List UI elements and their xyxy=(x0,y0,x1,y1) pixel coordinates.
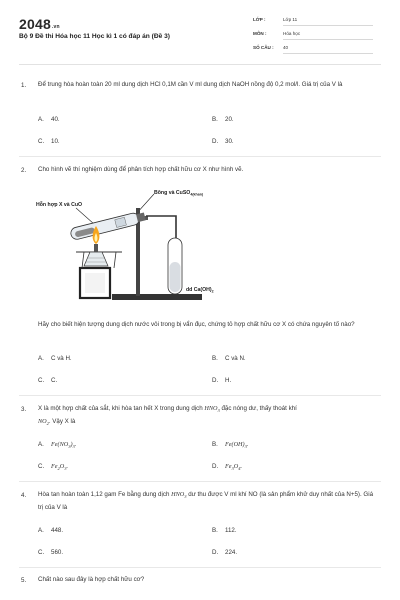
option-d[interactable] xyxy=(212,138,234,145)
option-text: 448. xyxy=(51,527,64,534)
label-solution: dd Ca(OH) xyxy=(186,287,212,293)
option-label: B. xyxy=(212,527,218,534)
stand-base xyxy=(112,294,202,300)
question-text: Để trung hòa hoàn toàn 20 ml dung dịch HCl 0,1M cần V ml dung dịch NaOH nồng độ 0,2 mol/l. Giá trị của V là xyxy=(38,81,343,88)
question-text: Chất nào sau đây là hợp chất hữu cơ? xyxy=(38,576,145,583)
option-label: C. xyxy=(38,377,45,384)
option-label: A. xyxy=(38,527,44,534)
formula-end: . xyxy=(74,441,77,448)
text-segment: X là một hợp chất của sắt, khi hòa tan hết X trong dung dịch xyxy=(38,405,205,412)
question-number: 2. xyxy=(21,167,27,174)
meta-key: MÔN : xyxy=(253,31,267,36)
meta-subject xyxy=(253,31,373,36)
option-label: A. xyxy=(38,355,44,362)
text-segment: đặc nóng dư, thấy thoát khí xyxy=(219,405,297,412)
text-segment: Hòa tan hoàn toàn 1,12 gam Fe bằng dung dịch xyxy=(38,491,172,498)
formula-end: . xyxy=(66,463,69,470)
question-number: 1. xyxy=(21,82,27,89)
text-segment: . Vậy X là xyxy=(48,417,76,425)
label-solution-sub: 2 xyxy=(211,289,214,294)
option-d[interactable] xyxy=(212,549,237,556)
option-b[interactable] xyxy=(212,441,248,449)
question-divider xyxy=(19,156,381,157)
option-b[interactable] xyxy=(212,355,246,362)
option-label: B. xyxy=(212,355,218,362)
formula-end: . xyxy=(246,441,249,448)
option-text: C và H. xyxy=(51,355,72,362)
question-divider xyxy=(19,567,381,568)
meta-class xyxy=(253,17,373,22)
formula-text: Fe xyxy=(51,463,58,470)
formula-sub: 4 xyxy=(238,466,241,472)
question-text xyxy=(38,404,378,429)
option-text: 40. xyxy=(51,116,60,123)
meta-key: SỐ CÂU : xyxy=(253,45,274,50)
option-text: 30. xyxy=(225,138,234,145)
option-text: 560. xyxy=(51,549,64,556)
option-b[interactable] xyxy=(212,527,237,534)
option-text: 224. xyxy=(225,549,238,556)
question-number: 3. xyxy=(21,406,27,413)
logo-tld: .vn xyxy=(51,24,60,30)
formula-text: O xyxy=(59,463,65,470)
alcohol-lamp xyxy=(84,252,108,266)
question-text-continued: Hãy cho biết hiện tượng dung dịch nước vôi trong bị vẩn đục, chứng tỏ hợp chất hữu cơ X có chứa nguyên tố nào? xyxy=(38,321,355,328)
site-logo[interactable] xyxy=(19,16,60,32)
option-label: A. xyxy=(38,116,44,123)
meta-value: Lớp 11 xyxy=(283,17,298,22)
meta-question-count xyxy=(253,45,373,50)
formula-sub: 3 xyxy=(217,408,220,414)
option-c[interactable] xyxy=(38,549,63,556)
question-divider xyxy=(19,395,381,396)
option-label: C. xyxy=(38,138,45,145)
question-text xyxy=(38,490,378,513)
label-mixture: Hỗn hợp X và CuO xyxy=(36,202,83,208)
option-label: C. xyxy=(38,549,45,556)
formula-hno3 xyxy=(204,405,219,412)
meta-key: LỚP : xyxy=(253,17,266,22)
meta-value: 40 xyxy=(283,45,289,50)
formula-text: HNO xyxy=(171,491,185,498)
formula-sub: 3 xyxy=(72,444,75,450)
formula-text: Fe(OH) xyxy=(225,441,245,448)
test-tube xyxy=(70,211,147,241)
option-label: C. xyxy=(38,463,45,470)
option-label: A. xyxy=(38,441,44,448)
option-label: B. xyxy=(212,441,218,448)
svg-text:Bông và CuSO4(khan) xyxy=(154,190,204,197)
question-divider xyxy=(19,481,381,482)
formula-text: Fe(NO xyxy=(51,441,69,448)
option-a[interactable] xyxy=(38,527,63,534)
formula-text: ) xyxy=(70,441,73,448)
question-text: Cho hình vẽ thí nghiệm dùng để phân tích hợp chất hữu cơ X như hình vẽ. xyxy=(38,166,244,173)
formula-sub: 2 xyxy=(46,420,49,426)
meta-value: Hóa học xyxy=(283,31,301,36)
option-b[interactable] xyxy=(212,116,234,123)
option-c[interactable] xyxy=(38,138,60,145)
label-cotton-sub: 4(khan) xyxy=(190,192,204,197)
option-label: D. xyxy=(212,463,219,470)
formula-text: NO xyxy=(38,417,47,425)
formula-text: HNO xyxy=(204,405,218,412)
option-text: 10. xyxy=(51,138,60,145)
option-text: C và N. xyxy=(225,355,246,362)
option-text: 20. xyxy=(225,116,234,123)
formula-sub: 3 xyxy=(231,466,234,472)
experiment-diagram xyxy=(36,186,286,314)
option-label: B. xyxy=(212,116,218,123)
formula-sub: 3 xyxy=(64,466,67,472)
option-a[interactable] xyxy=(38,441,76,449)
option-text: 112. xyxy=(225,527,237,534)
formula-text: O xyxy=(233,463,239,470)
option-c[interactable] xyxy=(38,463,68,471)
label-cotton: Bông và CuSO xyxy=(154,190,191,196)
option-d[interactable] xyxy=(212,463,242,471)
option-a[interactable] xyxy=(38,116,60,123)
formula-end: . xyxy=(240,463,243,470)
option-c[interactable] xyxy=(38,377,57,384)
option-label: D. xyxy=(212,138,219,145)
formula-no2 xyxy=(38,418,49,425)
formula-sub: 2 xyxy=(57,466,60,472)
document-title: Bộ 9 Đề thi Hóa học 11 Học kì 1 có đáp án (Đề 3) xyxy=(19,33,170,40)
question-number: 5. xyxy=(21,577,27,584)
header-divider xyxy=(19,64,381,65)
logo-text: 2048 xyxy=(19,16,51,32)
formula-hno3 xyxy=(171,491,186,498)
formula-sub: 3 xyxy=(68,444,71,450)
option-label: D. xyxy=(212,377,219,384)
option-d[interactable] xyxy=(212,377,231,384)
option-text: C. xyxy=(51,377,58,384)
text-segment: dư thu được V ml khí NO (là sản phẩm khử duy nhất của N+5). Giá trị của V là xyxy=(38,491,374,511)
formula-sub: 3 xyxy=(184,494,187,500)
option-a[interactable] xyxy=(38,355,72,362)
formula-text: Fe xyxy=(225,463,232,470)
svg-text:dd Ca(OH)2 xyxy=(186,287,214,294)
question-number: 4. xyxy=(21,492,27,499)
formula-sub: 3 xyxy=(244,444,247,450)
option-label: D. xyxy=(212,549,219,556)
option-text: H. xyxy=(225,377,232,384)
